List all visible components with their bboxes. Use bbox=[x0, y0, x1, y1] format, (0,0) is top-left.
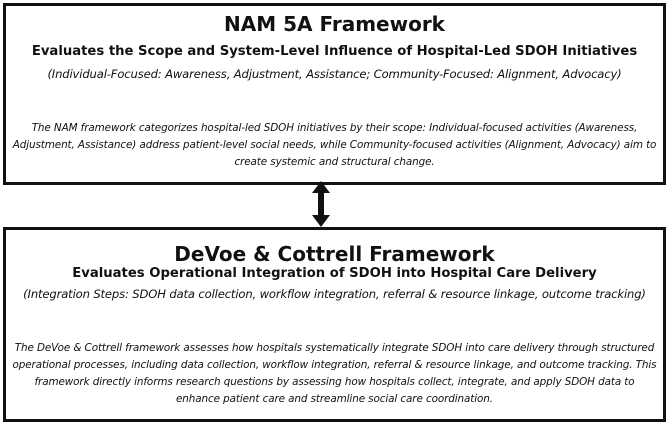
devoe-cottrell-framework-description: The DeVoe & Cottrell framework assesses how hospitals systematically integrate SDOH into care delivery through structured operational processes, including data collection, workflow integration, referral & resource linkage, and outcome tracking. This framework directly informs research questions by assessing how hospitals collect, integrate, and apply SDOH data to enhance patient care and streamline social care coordination. bbox=[12, 342, 657, 405]
double-headed-arrow-icon bbox=[311, 181, 331, 227]
nam-framework-steps: (Individual-Focused: Awareness, Adjustment, Assistance; Community-Focused: Alignment, Advocacy) bbox=[47, 67, 622, 81]
devoe-cottrell-framework-steps: (Integration Steps: SDOH data collection, workflow integration, referral & resource linkage, outcome tracking) bbox=[23, 287, 646, 301]
nam-framework-title: NAM 5A Framework bbox=[224, 12, 445, 36]
nam-framework-box bbox=[3, 3, 666, 185]
nam-framework-subtitle: Evaluates the Scope and System-Level Influence of Hospital-Led SDOH Initiatives bbox=[31, 44, 638, 59]
devoe-cottrell-framework-subtitle: Evaluates Operational Integration of SDOH into Hospital Care Delivery bbox=[72, 266, 597, 281]
devoe-cottrell-framework-box bbox=[3, 227, 666, 422]
devoe-cottrell-framework-title: DeVoe & Cottrell Framework bbox=[174, 242, 495, 266]
nam-framework-description: The NAM framework categorizes hospital-led SDOH initiatives by their scope: Individual-focused activities (Awareness, Adjustment, Assistance) address patient-level social needs, while Community-focused activities (Alignment, Advocacy) aim to create systemic and structural change. bbox=[12, 122, 657, 168]
